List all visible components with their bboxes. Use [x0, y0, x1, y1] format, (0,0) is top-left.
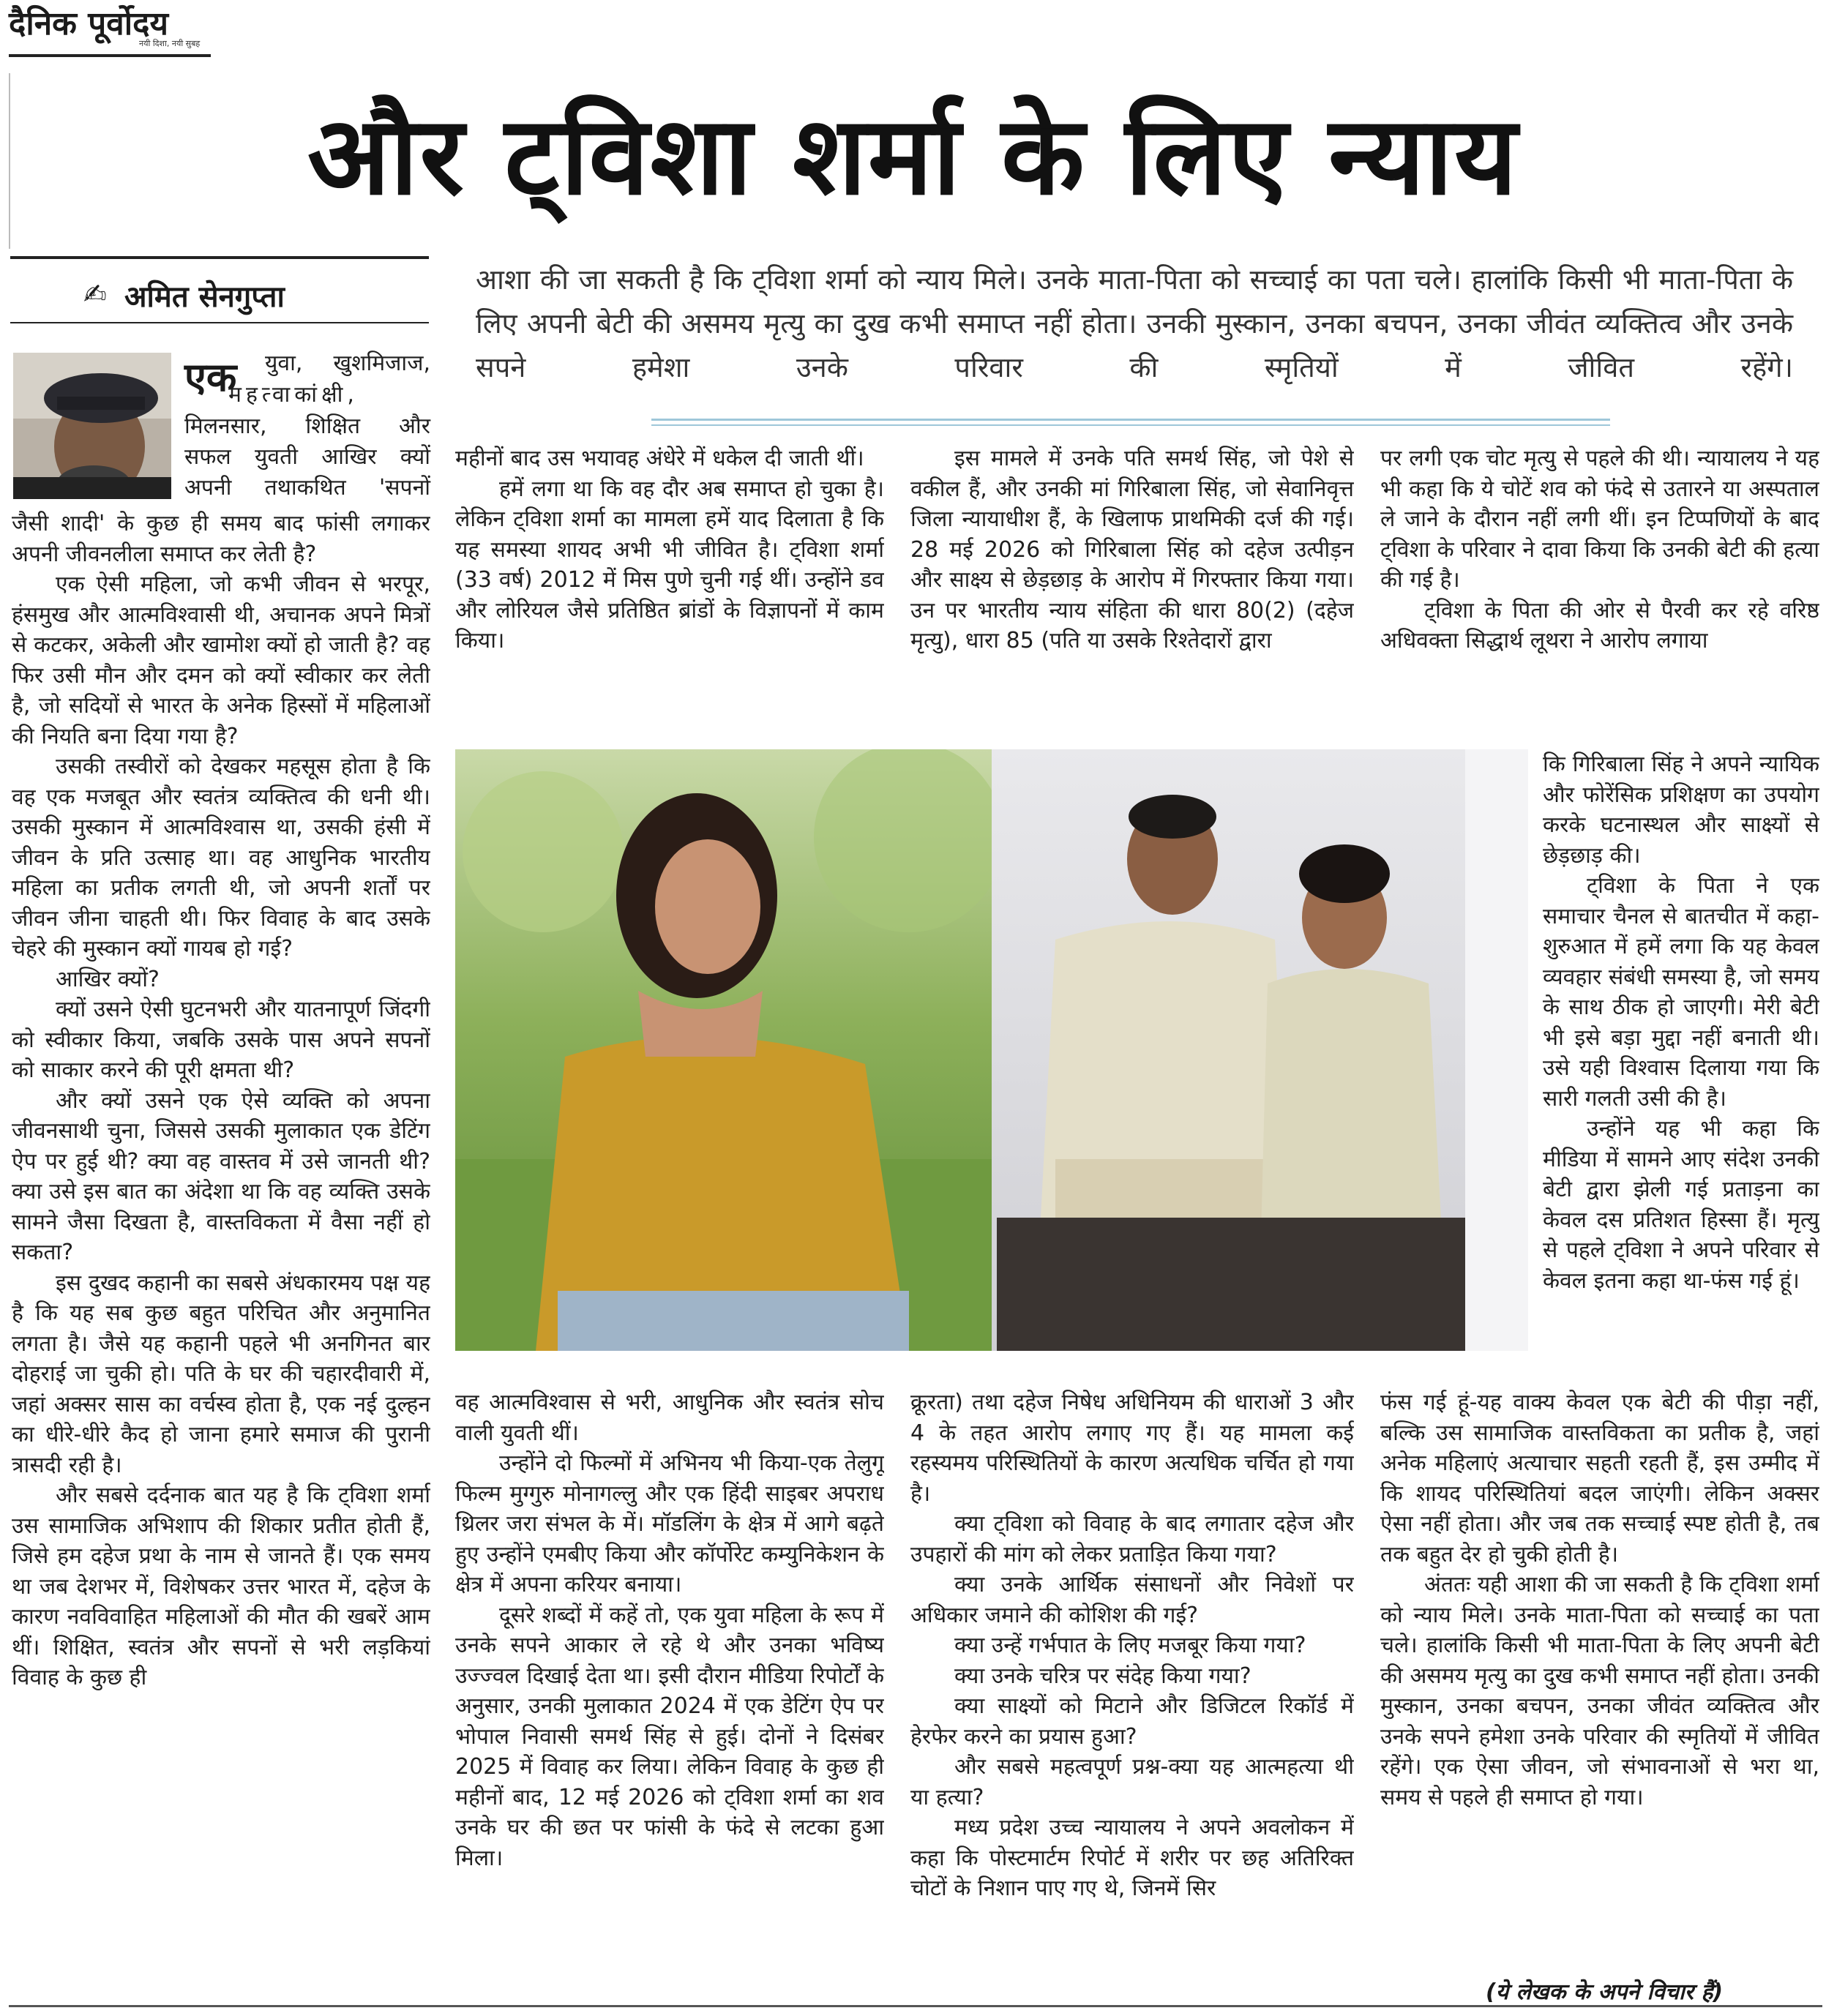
column-4-top — [1380, 443, 1819, 749]
col3-top-para-1: इस मामले में उनके पति समर्थ सिंह, जो पेशे से वकील हैं, और उनकी मां गिरिबाला सिंह, जो सेवानिवृत्त जिला न्यायाधीश हैं, के खिलाफ प्राथमिकी दर्ज की गई। 28 मई 2026 को गिरिबाला सिंह को दहेज उत्पीड़न और साक्ष्य से छेड़छाड़ के आरोप में गिरफ्तार किया गया। उन पर भारतीय न्याय संहिता की धारा 80(2) (दहेज मृत्यु), धारा 85 (पति या उसके रिश्तेदारों द्वारा — [910, 446, 1354, 653]
column-4-middle — [1543, 749, 1819, 1386]
byline-author: अमित सेनगुप्ता — [124, 280, 285, 314]
col2-top-para-2: हमें लगा था कि वह दौर अब समाप्त हो चुका है। लेकिन ट्विशा शर्मा का मामला हमें याद दिलाता है कि यह समस्या शायद अभी भी जीवित है। ट्विशा शर्मा (33 वर्ष) 2012 में मिस पुणे चुनी गई थीं। उन्होंने डव और लोरियल जैसे प्रतिष्ठित ब्रांडों के विज्ञापनों में काम किया। — [455, 476, 884, 653]
standfirst-rule — [651, 419, 1610, 421]
col4-top-para-1: पर लगी एक चोट मृत्यु से पहले की थी। न्यायालय ने यह भी कहा कि ये चोटें शव को फंदे से उतारने या अस्पताल ले जाने के दौरान नहीं लगी थीं। इन टिप्पणियों के बाद ट्विशा के परिवार ने दावा किया कि उनकी बेटी की हत्या की गई है। — [1380, 446, 1819, 593]
col2-bot-para-1: वह आत्मविश्वास से भरी, आधुनिक और स्वतंत्र सोच वाली युवती थीं। — [455, 1390, 884, 1446]
col3-bot-para-7: और सबसे महत्वपूर्ण प्रश्न-क्या यह आत्महत्या थी या हत्या? — [910, 1754, 1354, 1810]
lead-line-4: सफल युवती आखिर क्यों — [184, 444, 430, 470]
col3-bot-para-8: मध्य प्रदेश उच्च न्यायालय ने अपने अवलोकन में कहा कि पोस्टमार्टम रिपोर्ट में शरीर पर छह अतिरिक्त चोटों के निशान पाए गए थे, जिनमें सिर — [910, 1815, 1354, 1901]
column-1 — [12, 509, 430, 2001]
lead-line-1: युवा, खुशमिजाज, — [265, 351, 430, 376]
byline-bottom-rule — [10, 322, 429, 323]
col3-bot-para-1: क्रूरता) तथा दहेज निषेध अधिनियम की धाराओं 3 और 4 के तहत आरोप लगाए गए हैं। यह मामला कई रहस्यमय परिस्थितियों के कारण अत्यधिक चर्चित हो गया है। — [910, 1390, 1354, 1507]
col3-bot-para-4: क्या उन्हें गर्भपात के लिए मजबूर किया गया? — [954, 1633, 1306, 1658]
column-2-bottom — [455, 1387, 884, 2002]
col1-para-4: क्यों उसने ऐसी घुटनभरी और यातनापूर्ण जिंदगी को स्वीकार किया, जबकि उसके पास अपने सपनों को साकार करने की पूरी क्षमता थी? — [12, 997, 430, 1083]
col1-para-2: उसकी तस्वीरों को देखकर महसूस होता है कि वह एक मजबूत और स्वतंत्र व्यक्तित्व की धनी थी। उसकी मुस्कान में आत्मविश्वास था, उसकी हंसी में जीवन के प्रति उत्साह था। वह आधुनिक भारतीय महिला का प्रतीक लगती थी, जो अपनी शर्तों पर जीवन जीना चाहती थी। फिर विवाह के बाद उसके चेहरे की मुस्कान क्यों गायब हो गई? — [12, 754, 430, 962]
masthead-name: दैनिक पूर्वोदय — [9, 5, 169, 42]
standfirst: आशा की जा सकती है कि ट्विशा शर्मा को न्याय मिले। उनके माता-पिता को सच्चाई का पता चले। हालांकि किसी भी माता-पिता के लिए अपनी बेटी की असमय मृत्यु का दुख कभी समाप्त नहीं होता। उनकी मुस्कान, उनका बचपन, उनका जीवंत व्यक्तित्व और उनके सपने हमेशा उनके परिवार की स्मृतियों में जीवित रहेंगे। — [476, 263, 1793, 383]
col4-top-para-2: ट्विशा के पिता की ओर से पैरवी कर रहे वरिष्ठ अधिवक्ता सिद्धार्थ लूथरा ने आरोप लगाया — [1380, 597, 1819, 653]
col1-para-5: और क्यों उसने एक ऐसे व्यक्ति को अपना जीवनसाथी चुना, जिससे उसकी मुलाकात एक डेटिंग ऐप पर हुई थी? क्या वह वास्तव में उसे जानती थी? क्या उसे इस बात का अंदेशा था कि वह व्यक्ति उसके सामने जैसा दिखता है, वास्तविकता में वैसा नहीं हो सकता? — [12, 1087, 430, 1265]
lead-line-5: अपनी तथाकथित 'सपनों — [184, 475, 430, 501]
standfirst-rule-2 — [651, 424, 1610, 426]
byline — [10, 272, 429, 313]
col2-bot-para-3: दूसरे शब्दों में कहें तो, एक युवा महिला के रूप में उनके सपने आकार ले रहे थे और उनका भविष्य उज्ज्वल दिखाई देता था। इसी दौरान मीडिया रिपोर्टों के अनुसार, उनकी मुलाकात 2024 में एक डेटिंग ऐप पर भोपाल निवासी समर्थ सिंह से हुई। दोनों ने दिसंबर 2025 में विवाह कर लिया। लेकिन विवाह के कुछ ही महीनों बाद, 12 मई 2026 को ट्विशा शर्मा का शव उनके घर की छत पर फांसी के फंदे से लटका हुआ मिला। — [455, 1602, 884, 1871]
byline-top-rule — [10, 256, 429, 259]
column-2-top — [455, 443, 884, 736]
column-3-top — [910, 443, 1354, 736]
col1-para-1: एक ऐसी महिला, जो कभी जीवन से भरपूर, हंसमुख और आत्मविश्वासी थी, अचानक अपने मित्रों से कटकर, अकेली और खामोश क्यों हो जाती है? वह फिर उसी मौन और दमन को क्यों स्वीकार कर लेती है, जो सदियों से भारत के अनेक हिस्सों में महिलाओं की नियति बना दिया गया है? — [12, 572, 430, 749]
col3-bot-para-2: क्या ट्विशा को विवाह के बाद लगातार दहेज और उपहारों की मांग को लेकर प्रताड़ित किया गया? — [910, 1511, 1354, 1567]
news-photo-collage — [455, 749, 1528, 1351]
col2-bot-para-2: उन्होंने दो फिल्मों में अभिनय भी किया-एक तेलुगू फिल्म मुग्गुरु मोनागल्लु और एक हिंदी साइबर अपराध थ्रिलर जरा संभल के में। मॉडलिंग के क्षेत्र में आगे बढ़ते हुए उन्होंने एमबीए किया और कॉर्पोरेट कम्युनिकेशन के क्षेत्र में अपना करियर बनाया। — [455, 1450, 884, 1597]
column-4-bottom — [1380, 1387, 1819, 1973]
lead-rest: जैसी शादी' के कुछ ही समय बाद फांसी लगाकर अपनी जीवनलीला समाप्त कर लेती है? — [12, 511, 430, 567]
col1-para-3: आखिर क्यों? — [56, 966, 160, 992]
col4-mid-para-1: कि गिरिबाला सिंह ने अपने न्यायिक और फोरेंसिक प्रशिक्षण का उपयोग करके घटनास्थल और साक्ष्यों से छेड़छाड़ की। — [1543, 752, 1819, 869]
col4-bot-para-2: अंततः यही आशा की जा सकती है कि ट्विशा शर्मा को न्याय मिले। उनके माता-पिता को सच्चाई का पता चले। हालांकि किसी भी माता-पिता के लिए अपनी बेटी की असमय मृत्यु का दुख कभी समाप्त नहीं होता। उनकी मुस्कान, उनका बचपन, उनका जीवंत व्यक्तित्व और उनके सपने हमेशा उनके परिवार की स्मृतियों में जीवित रहेंगे। एक ऐसा जीवन, जो संभावनाओं से भरा था, समय से पहले ही समाप्त हो गया। — [1380, 1572, 1819, 1810]
col4-mid-para-2: ट्विशा के पिता ने एक समाचार चैनल से बातचीत में कहा- शुरुआत में हमें लगा कि यह केवल व्यवहार संबंधी समस्या है, जो समय के साथ ठीक हो जाएगी। मेरी बेटी भी इसे बड़ा मुद्दा नहीं बनाती थी। उसे यही विश्वास दिलाया गया कि सारी गलती उसी की है। — [1543, 873, 1819, 1112]
bottom-rule — [9, 2005, 1822, 2007]
lead-line-2: महत्वाकांक्षी, — [228, 382, 359, 408]
col3-bot-para-5: क्या उनके चरित्र पर संदेह किया गया? — [954, 1663, 1251, 1689]
author-photo — [13, 353, 171, 499]
masthead-logo — [9, 6, 208, 50]
masthead-rule — [9, 54, 211, 57]
author-disclaimer: (ये लेखक के अपने विचार हैं) — [1486, 1979, 1724, 2005]
masthead-tagline: नयी दिशा, नयी सुबह — [139, 39, 201, 48]
col1-para-7: और सबसे दर्दनाक बात यह है कि ट्विशा शर्मा उस सामाजिक अभिशाप की शिकार प्रतीत होती हैं, जिसे हम दहेज प्रथा के नाम से जानते हैं। एक समय था जब देशभर में, विशेषकर उत्तर भारत में, दहेज के कारण नवविवाहित महिलाओं की मौत की खबरें आम थीं। शिक्षित, स्वतंत्र और सपनों से भरी लड़कियां विवाह के कुछ ही — [12, 1483, 430, 1690]
lead-line-3: मिलनसार, शिक्षित और — [184, 413, 430, 439]
column-3-bottom — [910, 1387, 1354, 2002]
pen-icon: ✍ — [83, 278, 107, 310]
col1-para-6: इस दुखद कहानी का सबसे अंधकारमय पक्ष यह है कि यह सब कुछ बहुत परिचित और अनुमानित लगता है। जैसे यह कहानी पहले भी अनगिनत बार दोहराई जा चुकी हो। पति के घर की चहारदीवारी में, जहां अक्सर सास का वर्चस्व होता है, एक नई दुल्हन का धीरे-धीरे कैद हो जाना हमारे समाज की पुरानी त्रासदी रही है। — [12, 1270, 430, 1478]
col2-top-para-1: महीनों बाद उस भयावह अंधेरे में धकेल दी जाती थीं। — [455, 446, 864, 471]
col4-bot-para-1: फंस गई हूं-यह वाक्य केवल एक बेटी की पीड़ा नहीं, बल्कि उस सामाजिक वास्तविकता का प्रतीक है, जहां अनेक महिलाएं अत्याचार सहती रहती हैं, इस उम्मीद में कि शायद परिस्थितियां बदल जाएंगी। लेकिन अक्सर ऐसा नहीं होता। और जब तक सच्चाई स्पष्ट होती है, तब तक बहुत देर हो चुकी होती है। — [1380, 1390, 1819, 1567]
col3-bot-para-6: क्या साक्ष्यों को मिटाने और डिजिटल रिकॉर्ड में हेरफेर करने का प्रयास हुआ? — [910, 1693, 1354, 1750]
col4-mid-para-3: उन्होंने यह भी कहा कि मीडिया में सामने आए संदेश उनकी बेटी द्वारा झेली गई प्रताड़ना का केवल दस प्रतिशत हिस्सा हैं। मृत्यु से पहले ट्विशा ने अपने परिवार से केवल इतना कहा था-फंस गई हूं। — [1543, 1116, 1819, 1294]
lead-dropword: एक — [184, 354, 237, 400]
col3-bot-para-3: क्या उनके आर्थिक संसाधनों और निवेशों पर अधिकार जमाने की कोशिश की गई? — [910, 1572, 1354, 1628]
headline: और ट्विशा शर्मा के लिए न्याय — [307, 93, 1519, 219]
